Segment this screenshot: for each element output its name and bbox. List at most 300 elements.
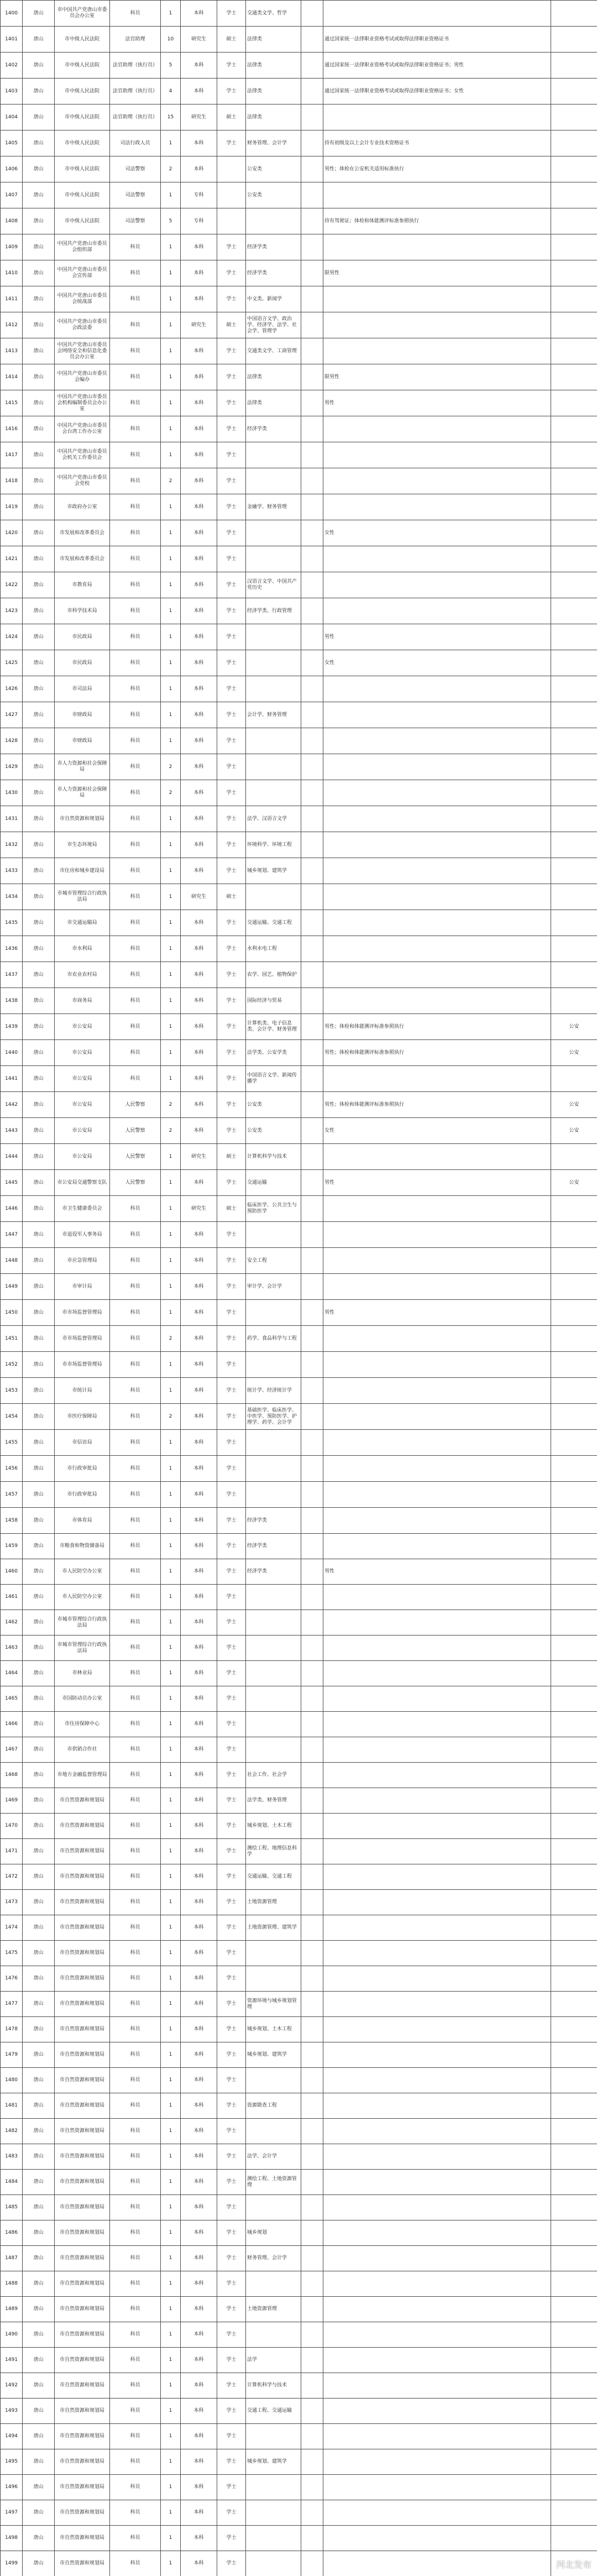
cell-headcount: 1 — [161, 2195, 181, 2220]
cell-education: 本科 — [181, 1378, 217, 1404]
table-row — [1, 1378, 597, 1404]
cell-requirements — [323, 2348, 551, 2373]
cell-degree: 学士 — [217, 1170, 246, 1196]
cell-education: 本科 — [181, 1636, 217, 1661]
table-row — [1, 468, 597, 494]
cell-position: 法官助理（执行员） — [110, 79, 161, 104]
cell-education: 本科 — [181, 1839, 217, 1864]
cell-notes — [551, 2220, 597, 2246]
cell-degree: 学士 — [217, 806, 246, 832]
cell-cell-empty — [301, 988, 323, 1014]
cell-department: 市中级人民法院 — [55, 27, 110, 53]
cell-cell-empty — [301, 1992, 323, 2017]
cell-education: 本科 — [181, 2017, 217, 2042]
cell-cell-empty — [301, 468, 323, 494]
cell-education: 本科 — [181, 1737, 217, 1763]
cell-requirements — [323, 1, 551, 27]
cell-major — [246, 208, 301, 234]
cell-city: 唐山 — [23, 1890, 55, 1915]
cell-row-id: 1407 — [1, 182, 23, 208]
cell-department: 市退役军人事务局 — [55, 1222, 110, 1248]
cell-headcount: 1 — [161, 1737, 181, 1763]
cell-cell-empty — [301, 1196, 323, 1222]
cell-headcount: 1 — [161, 1014, 181, 1040]
cell-headcount: 2 — [161, 780, 181, 806]
cell-education: 本科 — [181, 2348, 217, 2373]
cell-department: 市财政局 — [55, 728, 110, 754]
cell-department: 市发展和改革委员会 — [55, 520, 110, 546]
table-row — [1, 2195, 597, 2220]
cell-notes — [551, 1890, 597, 1915]
cell-position: 司法警察 — [110, 208, 161, 234]
cell-headcount: 1 — [161, 1763, 181, 1788]
cell-degree: 学士 — [217, 1941, 246, 1966]
cell-requirements: 通过国家统一法律职业资格考试或取得法律职业资格证书；男性 — [323, 53, 551, 79]
cell-education: 本科 — [181, 650, 217, 676]
cell-notes — [551, 2195, 597, 2220]
cell-headcount: 1 — [161, 1712, 181, 1737]
cell-cell-empty — [301, 1430, 323, 1456]
cell-requirements — [323, 1686, 551, 1712]
cell-city: 唐山 — [23, 182, 55, 208]
cell-notes — [551, 2399, 597, 2424]
cell-notes — [551, 1915, 597, 1941]
cell-city: 唐山 — [23, 1737, 55, 1763]
cell-position: 科员 — [110, 676, 161, 702]
cell-position: 科员 — [110, 1559, 161, 1585]
cell-position: 科员 — [110, 416, 161, 442]
cell-requirements — [323, 1508, 551, 1534]
table-row — [1, 2449, 597, 2475]
cell-headcount: 1 — [161, 702, 181, 728]
cell-education: 本科 — [181, 832, 217, 858]
table-row — [1, 1352, 597, 1378]
cell-cell-empty — [301, 858, 323, 884]
cell-major: 统计学、经济统计学 — [246, 1378, 301, 1404]
cell-department: 市自然资源和规划局 — [55, 1941, 110, 1966]
cell-city: 唐山 — [23, 2170, 55, 2195]
cell-degree: 学士 — [217, 936, 246, 962]
cell-education: 本科 — [181, 2373, 217, 2399]
cell-headcount: 1 — [161, 390, 181, 416]
table-row — [1, 1326, 597, 1352]
cell-degree: 学士 — [217, 2042, 246, 2068]
table-row — [1, 2093, 597, 2119]
cell-education: 本科 — [181, 624, 217, 650]
cell-city: 唐山 — [23, 598, 55, 624]
cell-major: 交通工程、交通运输 — [246, 2399, 301, 2424]
cell-major — [246, 728, 301, 754]
cell-city: 唐山 — [23, 1118, 55, 1144]
cell-requirements — [323, 1404, 551, 1430]
cell-cell-empty — [301, 1300, 323, 1326]
cell-row-id: 1480 — [1, 2068, 23, 2093]
cell-city: 唐山 — [23, 1300, 55, 1326]
cell-education: 本科 — [181, 1352, 217, 1378]
cell-requirements — [323, 182, 551, 208]
cell-major — [246, 520, 301, 546]
cell-major: 城乡规划、建筑学 — [246, 2449, 301, 2475]
cell-city: 唐山 — [23, 2475, 55, 2500]
cell-degree: 学士 — [217, 1712, 246, 1737]
cell-cell-empty — [301, 676, 323, 702]
cell-row-id: 1426 — [1, 676, 23, 702]
cell-city: 唐山 — [23, 832, 55, 858]
cell-department: 市住房保障中心 — [55, 1712, 110, 1737]
cell-education: 本科 — [181, 1661, 217, 1686]
cell-education: 本科 — [181, 702, 217, 728]
cell-city: 唐山 — [23, 780, 55, 806]
cell-notes — [551, 286, 597, 312]
cell-cell-empty — [301, 650, 323, 676]
cell-major — [246, 624, 301, 650]
cell-headcount: 1 — [161, 2348, 181, 2373]
cell-department: 市卫生健康委员会 — [55, 1196, 110, 1222]
cell-major: 交通运输、交通工程 — [246, 910, 301, 936]
cell-major: 水利水电工程 — [246, 936, 301, 962]
cell-city: 唐山 — [23, 416, 55, 442]
cell-requirements: 男性 — [323, 1559, 551, 1585]
cell-city: 唐山 — [23, 1066, 55, 1092]
cell-major: 法学 — [246, 2348, 301, 2373]
table-row — [1, 988, 597, 1014]
cell-department: 市公安局 — [55, 1040, 110, 1066]
cell-headcount: 1 — [161, 2246, 181, 2271]
cell-city: 唐山 — [23, 27, 55, 53]
table-row — [1, 650, 597, 676]
cell-cell-empty — [301, 1, 323, 27]
cell-headcount: 1 — [161, 1040, 181, 1066]
cell-row-id: 1429 — [1, 754, 23, 780]
cell-cell-empty — [301, 1686, 323, 1712]
cell-department: 中国共产党唐山市委员会统战部 — [55, 286, 110, 312]
cell-education: 本科 — [181, 858, 217, 884]
cell-department: 市自然资源和规划局 — [55, 1992, 110, 2017]
cell-cell-empty — [301, 1839, 323, 1864]
cell-education: 本科 — [181, 2424, 217, 2449]
cell-position: 人民警察 — [110, 1092, 161, 1118]
cell-city: 唐山 — [23, 2399, 55, 2424]
cell-cell-empty — [301, 1040, 323, 1066]
cell-notes — [551, 2373, 597, 2399]
cell-education: 本科 — [181, 1610, 217, 1636]
cell-requirements — [323, 1636, 551, 1661]
cell-education: 本科 — [181, 2475, 217, 2500]
cell-cell-empty — [301, 53, 323, 79]
cell-city: 唐山 — [23, 1636, 55, 1661]
cell-headcount: 2 — [161, 1326, 181, 1352]
cell-notes — [551, 1222, 597, 1248]
cell-major: 临床医学、公共卫生与预防医学 — [246, 1196, 301, 1222]
cell-cell-empty — [301, 1092, 323, 1118]
cell-major — [246, 1430, 301, 1456]
cell-position: 科员 — [110, 1864, 161, 1890]
cell-requirements — [323, 1456, 551, 1482]
cell-department: 中国共产党唐山市委员会党校 — [55, 468, 110, 494]
cell-position: 科员 — [110, 1222, 161, 1248]
cell-row-id: 1412 — [1, 312, 23, 338]
cell-degree: 硕士 — [217, 884, 246, 910]
cell-requirements: 男性 — [323, 1300, 551, 1326]
table-row — [1, 520, 597, 546]
cell-major — [246, 1686, 301, 1712]
cell-department: 市行政审批局 — [55, 1482, 110, 1508]
cell-position: 科员 — [110, 2093, 161, 2119]
cell-degree: 学士 — [217, 1014, 246, 1040]
cell-cell-empty — [301, 1144, 323, 1170]
cell-notes — [551, 156, 597, 182]
cell-city: 唐山 — [23, 2068, 55, 2093]
cell-requirements — [323, 1839, 551, 1864]
cell-requirements — [323, 702, 551, 728]
cell-degree: 学士 — [217, 286, 246, 312]
cell-major — [246, 1456, 301, 1482]
cell-notes — [551, 1248, 597, 1274]
cell-degree — [217, 156, 246, 182]
cell-headcount: 1 — [161, 2526, 181, 2551]
cell-headcount: 1 — [161, 2424, 181, 2449]
cell-education: 本科 — [181, 2399, 217, 2424]
cell-education: 本科 — [181, 79, 217, 104]
cell-position: 科员 — [110, 1326, 161, 1352]
cell-major: 环境科学、环境工程 — [246, 832, 301, 858]
cell-cell-empty — [301, 1352, 323, 1378]
cell-department: 市公安局 — [55, 1014, 110, 1040]
cell-requirements — [323, 1737, 551, 1763]
cell-row-id: 1409 — [1, 234, 23, 260]
cell-position: 科员 — [110, 2170, 161, 2195]
cell-notes — [551, 676, 597, 702]
cell-notes — [551, 1326, 597, 1352]
cell-headcount: 1 — [161, 1066, 181, 1092]
cell-position: 科员 — [110, 910, 161, 936]
cell-department: 市自然资源和规划局 — [55, 2373, 110, 2399]
cell-cell-empty — [301, 1508, 323, 1534]
cell-department: 中国共产党唐山市委员会宣传部 — [55, 260, 110, 286]
cell-position: 科员 — [110, 286, 161, 312]
cell-degree: 学士 — [217, 1326, 246, 1352]
cell-position: 科员 — [110, 364, 161, 390]
cell-requirements — [323, 1274, 551, 1300]
table-row — [1, 1966, 597, 1992]
cell-notes — [551, 1066, 597, 1092]
cell-degree: 学士 — [217, 2119, 246, 2144]
cell-requirements — [323, 1585, 551, 1610]
cell-department: 市自然资源和规划局 — [55, 1839, 110, 1864]
cell-notes — [551, 2449, 597, 2475]
table-row — [1, 2246, 597, 2271]
cell-position: 科员 — [110, 2500, 161, 2526]
cell-position: 科员 — [110, 884, 161, 910]
cell-department: 市财政局 — [55, 702, 110, 728]
cell-department: 市中国共产党唐山市委员会办公室 — [55, 1, 110, 27]
cell-position: 法官助理（执行员） — [110, 53, 161, 79]
cell-department: 市科学技术局 — [55, 598, 110, 624]
cell-notes — [551, 1300, 597, 1326]
cell-department: 市自然资源和规划局 — [55, 2297, 110, 2322]
cell-notes: 公安 — [551, 1092, 597, 1118]
cell-city: 唐山 — [23, 1378, 55, 1404]
cell-row-id: 1431 — [1, 806, 23, 832]
cell-education: 专科 — [181, 208, 217, 234]
cell-department: 市民政局 — [55, 624, 110, 650]
cell-requirements — [323, 754, 551, 780]
cell-cell-empty — [301, 2475, 323, 2500]
table-row — [1, 1196, 597, 1222]
cell-headcount: 1 — [161, 598, 181, 624]
cell-requirements — [323, 728, 551, 754]
cell-city: 唐山 — [23, 1559, 55, 1585]
cell-cell-empty — [301, 234, 323, 260]
cell-headcount: 1 — [161, 2297, 181, 2322]
cell-row-id: 1453 — [1, 1378, 23, 1404]
cell-cell-empty — [301, 312, 323, 338]
table-row — [1, 2399, 597, 2424]
cell-major: 公安类 — [246, 156, 301, 182]
cell-row-id: 1447 — [1, 1222, 23, 1248]
table-row — [1, 780, 597, 806]
cell-requirements — [323, 286, 551, 312]
cell-degree: 学士 — [217, 858, 246, 884]
cell-city: 唐山 — [23, 1352, 55, 1378]
cell-degree: 学士 — [217, 494, 246, 520]
cell-education: 本科 — [181, 520, 217, 546]
cell-headcount: 1 — [161, 416, 181, 442]
cell-education: 本科 — [181, 728, 217, 754]
cell-requirements — [323, 2322, 551, 2348]
cell-row-id: 1471 — [1, 1839, 23, 1864]
cell-position: 科员 — [110, 754, 161, 780]
cell-cell-empty — [301, 572, 323, 598]
cell-cell-empty — [301, 442, 323, 468]
cell-education: 本科 — [181, 1092, 217, 1118]
cell-row-id: 1493 — [1, 2399, 23, 2424]
cell-notes — [551, 936, 597, 962]
cell-city: 唐山 — [23, 1686, 55, 1712]
cell-cell-empty — [301, 1222, 323, 1248]
cell-position: 科员 — [110, 2246, 161, 2271]
cell-position: 司法警察 — [110, 182, 161, 208]
cell-notes — [551, 2271, 597, 2297]
cell-department: 市生态环境局 — [55, 832, 110, 858]
table-row — [1, 1, 597, 27]
cell-cell-empty — [301, 2500, 323, 2526]
cell-education: 本科 — [181, 2246, 217, 2271]
cell-headcount: 1 — [161, 988, 181, 1014]
cell-education: 本科 — [181, 2322, 217, 2348]
cell-row-id: 1485 — [1, 2195, 23, 2220]
cell-position: 科员 — [110, 2042, 161, 2068]
cell-major: 计算机科学与技术 — [246, 1144, 301, 1170]
table-row — [1, 2271, 597, 2297]
cell-degree: 学士 — [217, 2424, 246, 2449]
cell-cell-empty — [301, 27, 323, 53]
cell-position: 科员 — [110, 1839, 161, 1864]
cell-city: 唐山 — [23, 1915, 55, 1941]
cell-position: 科员 — [110, 702, 161, 728]
cell-cell-empty — [301, 2144, 323, 2170]
cell-headcount: 4 — [161, 79, 181, 104]
cell-row-id: 1458 — [1, 1508, 23, 1534]
cell-requirements — [323, 1196, 551, 1222]
cell-degree: 学士 — [217, 1092, 246, 1118]
cell-city: 唐山 — [23, 1585, 55, 1610]
cell-major: 基础医学、临床医学、中医学、预防医学、护理学、药学、会计学 — [246, 1404, 301, 1430]
cell-notes — [551, 390, 597, 416]
cell-cell-empty — [301, 1534, 323, 1559]
cell-row-id: 1442 — [1, 1092, 23, 1118]
table-row — [1, 1864, 597, 1890]
cell-city: 唐山 — [23, 676, 55, 702]
cell-city: 唐山 — [23, 130, 55, 156]
table-row — [1, 962, 597, 988]
cell-headcount: 1 — [161, 624, 181, 650]
cell-major: 金融学、财务管理 — [246, 494, 301, 520]
cell-city: 唐山 — [23, 1661, 55, 1686]
cell-city: 唐山 — [23, 79, 55, 104]
cell-city: 唐山 — [23, 1170, 55, 1196]
publisher-watermark: 河北发布 — [556, 2559, 591, 2570]
cell-position: 科员 — [110, 2475, 161, 2500]
cell-degree: 学士 — [217, 1839, 246, 1864]
cell-position: 科员 — [110, 1585, 161, 1610]
cell-headcount: 1 — [161, 494, 181, 520]
cell-cell-empty — [301, 2348, 323, 2373]
cell-requirements — [323, 1378, 551, 1404]
cell-headcount: 1 — [161, 286, 181, 312]
cell-row-id: 1417 — [1, 442, 23, 468]
table-row — [1, 1118, 597, 1144]
cell-cell-empty — [301, 832, 323, 858]
cell-row-id: 1486 — [1, 2220, 23, 2246]
cell-requirements — [323, 858, 551, 884]
cell-degree: 学士 — [217, 676, 246, 702]
cell-degree: 学士 — [217, 650, 246, 676]
cell-education: 研究生 — [181, 27, 217, 53]
cell-cell-empty — [301, 2551, 323, 2576]
cell-major — [246, 2119, 301, 2144]
cell-degree — [217, 208, 246, 234]
cell-major — [246, 754, 301, 780]
cell-row-id: 1419 — [1, 494, 23, 520]
cell-requirements — [323, 234, 551, 260]
cell-city: 唐山 — [23, 442, 55, 468]
cell-notes — [551, 494, 597, 520]
cell-cell-empty — [301, 1118, 323, 1144]
cell-headcount: 1 — [161, 2449, 181, 2475]
table-row — [1, 598, 597, 624]
table-row — [1, 2500, 597, 2526]
cell-education: 本科 — [181, 416, 217, 442]
cell-row-id: 1438 — [1, 988, 23, 1014]
table-row — [1, 728, 597, 754]
cell-cell-empty — [301, 1456, 323, 1482]
table-row — [1, 1534, 597, 1559]
cell-education: 本科 — [181, 936, 217, 962]
cell-notes — [551, 2348, 597, 2373]
cell-notes — [551, 1508, 597, 1534]
cell-requirements: 男性 — [323, 1170, 551, 1196]
cell-major — [246, 2475, 301, 2500]
cell-notes — [551, 1274, 597, 1300]
cell-degree: 学士 — [217, 2373, 246, 2399]
cell-row-id: 1440 — [1, 1040, 23, 1066]
cell-cell-empty — [301, 260, 323, 286]
cell-city: 唐山 — [23, 1222, 55, 1248]
cell-degree: 学士 — [217, 572, 246, 598]
cell-major: 经济学类 — [246, 1508, 301, 1534]
cell-notes — [551, 1196, 597, 1222]
